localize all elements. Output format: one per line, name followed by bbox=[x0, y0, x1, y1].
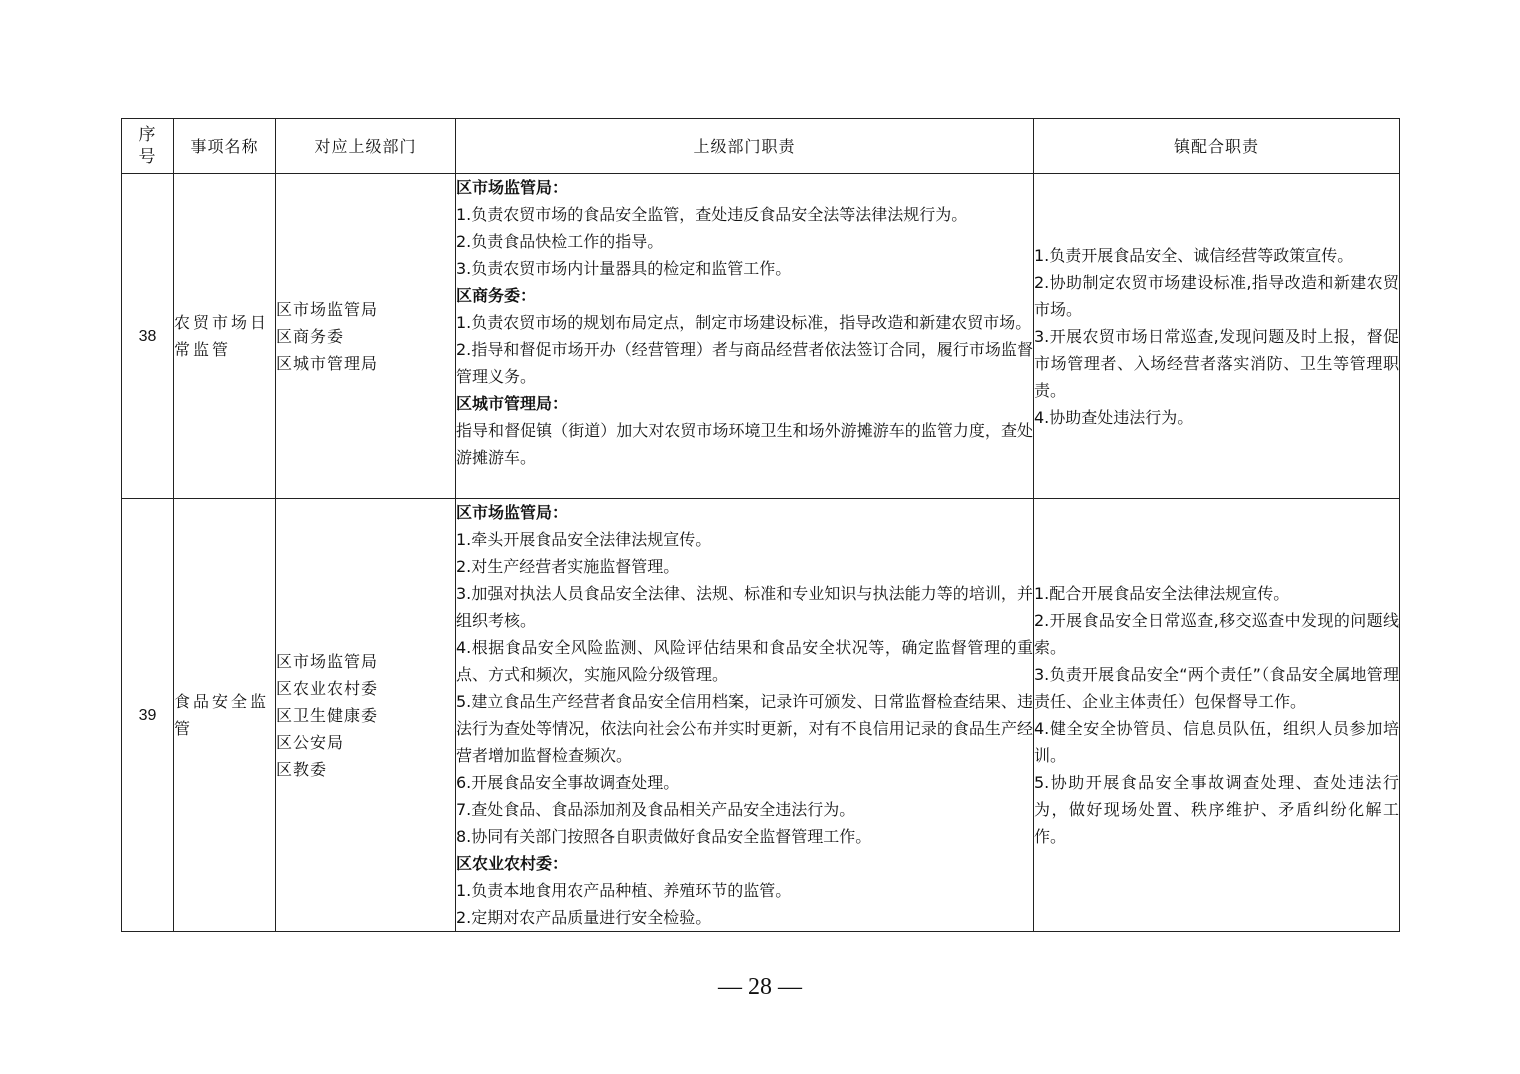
duty-item: 2.定期对农产品质量进行安全检验。 bbox=[456, 908, 712, 927]
page-number: — 28 — bbox=[718, 974, 802, 1000]
header-seq bbox=[122, 119, 174, 174]
duty-item: 1.负责本地食用农产品种植、养殖环节的监管。 bbox=[456, 881, 792, 900]
table-body bbox=[122, 174, 1400, 932]
duty-item: 8.协同有关部门按照各自职责做好食品安全监督管理工作。 bbox=[456, 827, 872, 846]
town-duty-item: 1.配合开展食品安全法律法规宣传。 bbox=[1034, 584, 1290, 603]
duty-item: 2.对生产经营者实施监督管理。 bbox=[456, 557, 680, 576]
row-town-duties bbox=[1034, 499, 1400, 932]
header-superior-duties: 上级部门职责 bbox=[456, 119, 1034, 174]
agency-heading: 区市场监管局： bbox=[456, 503, 569, 522]
department-name: 区城市管理局 bbox=[276, 353, 379, 373]
row-item-name: 农贸市场日常监管 bbox=[174, 174, 276, 499]
agency-heading: 区市场监管局： bbox=[456, 178, 569, 197]
town-duty-item: 3.开展农贸市场日常巡查,发现问题及时上报，督促市场管理者、入场经营者落实消防、卫生等管理职责。 bbox=[1034, 326, 1399, 400]
row-item-name: 食品安全监管 bbox=[174, 499, 276, 932]
town-duty-item: 4.健全安全协管员、信息员队伍，组织人员参加培训。 bbox=[1034, 719, 1399, 765]
department-name: 区农业农村委 bbox=[276, 678, 379, 698]
header-seq-char-2: 号 bbox=[138, 147, 157, 167]
row-town-duties bbox=[1034, 174, 1400, 499]
town-duty-item: 2.协助制定农贸市场建设标准,指导改造和新建农贸市场。 bbox=[1034, 272, 1399, 319]
agency-heading: 区商务委： bbox=[456, 286, 537, 305]
table-row bbox=[122, 499, 1400, 932]
duty-item: 1.牵头开展食品安全法律法规宣传。 bbox=[456, 530, 712, 549]
header-superior-department: 对应上级部门 bbox=[276, 119, 456, 174]
town-duty-item: 4.协助查处违法行为。 bbox=[1034, 407, 1194, 427]
agency-heading: 区城市管理局： bbox=[456, 394, 569, 413]
row-seq: 39 bbox=[122, 499, 174, 932]
duties-table bbox=[121, 118, 1400, 932]
duty-item: 2.指导和督促市场开办（经营管理）者与商品经营者依法签订合同，履行市场监督管理义务。 bbox=[456, 340, 1033, 386]
header-item-name: 事项名称 bbox=[174, 119, 276, 174]
department-name: 区商务委 bbox=[276, 326, 345, 346]
department-name: 区市场监管局 bbox=[276, 651, 379, 671]
duty-item: 3.负责农贸市场内计量器具的检定和监管工作。 bbox=[456, 259, 792, 278]
row-superior-duties bbox=[456, 174, 1034, 499]
header-town-duties: 镇配合职责 bbox=[1034, 119, 1400, 174]
table-header-row bbox=[122, 119, 1400, 174]
duty-item: 5.建立食品生产经营者食品安全信用档案，记录许可颁发、日常监督检查结果、违法行为查处等情况，依法向社会公布并实时更新，对有不良信用记录的食品生产经营者增加监督检查频次。 bbox=[456, 692, 1033, 765]
department-name: 区公安局 bbox=[276, 732, 345, 752]
table-row bbox=[122, 174, 1400, 499]
duty-item: 2.负责食品快检工作的指导。 bbox=[456, 232, 664, 251]
town-duty-item: 1.负责开展食品安全、诚信经营等政策宣传。 bbox=[1034, 245, 1354, 265]
duty-item: 指导和督促镇（街道）加大对农贸市场环境卫生和场外游摊游车的监管力度，查处游摊游车。 bbox=[456, 421, 1033, 467]
duty-item: 1.负责农贸市场的食品安全监管，查处违反食品安全法等法律法规行为。 bbox=[456, 205, 968, 224]
duty-item: 7.查处食品、食品添加剂及食品相关产品安全违法行为。 bbox=[456, 800, 856, 819]
department-name: 区教委 bbox=[276, 759, 328, 779]
town-duty-item: 5.协助开展食品安全事故调查处理、查处违法行为，做好现场处置、秩序维护、矛盾纠纷化解工作。 bbox=[1034, 773, 1399, 846]
header-seq-char-1: 序 bbox=[138, 125, 157, 145]
town-duty-item: 3.负责开展食品安全“两个责任”（食品安全属地管理责任、企业主体责任）包保督导工作。 bbox=[1034, 665, 1399, 711]
row-departments bbox=[276, 499, 456, 932]
department-name: 区卫生健康委 bbox=[276, 705, 379, 725]
town-duty-item: 2.开展食品安全日常巡查,移交巡查中发现的问题线索。 bbox=[1034, 611, 1399, 657]
row-departments bbox=[276, 174, 456, 499]
agency-heading: 区农业农村委： bbox=[456, 854, 569, 873]
row-seq: 38 bbox=[122, 174, 174, 499]
row-superior-duties bbox=[456, 499, 1034, 932]
duty-item: 1.负责农贸市场的规划布局定点，制定市场建设标准，指导改造和新建农贸市场。 bbox=[456, 313, 1032, 332]
duty-item: 3.加强对执法人员食品安全法律、法规、标准和专业知识与执法能力等的培训，并组织考核。 bbox=[456, 584, 1033, 630]
department-name: 区市场监管局 bbox=[276, 299, 379, 319]
duty-item: 4.根据食品安全风险监测、风险评估结果和食品安全状况等，确定监督管理的重点、方式和频次，实施风险分级管理。 bbox=[456, 638, 1033, 684]
duty-item: 6.开展食品安全事故调查处理。 bbox=[456, 773, 680, 792]
